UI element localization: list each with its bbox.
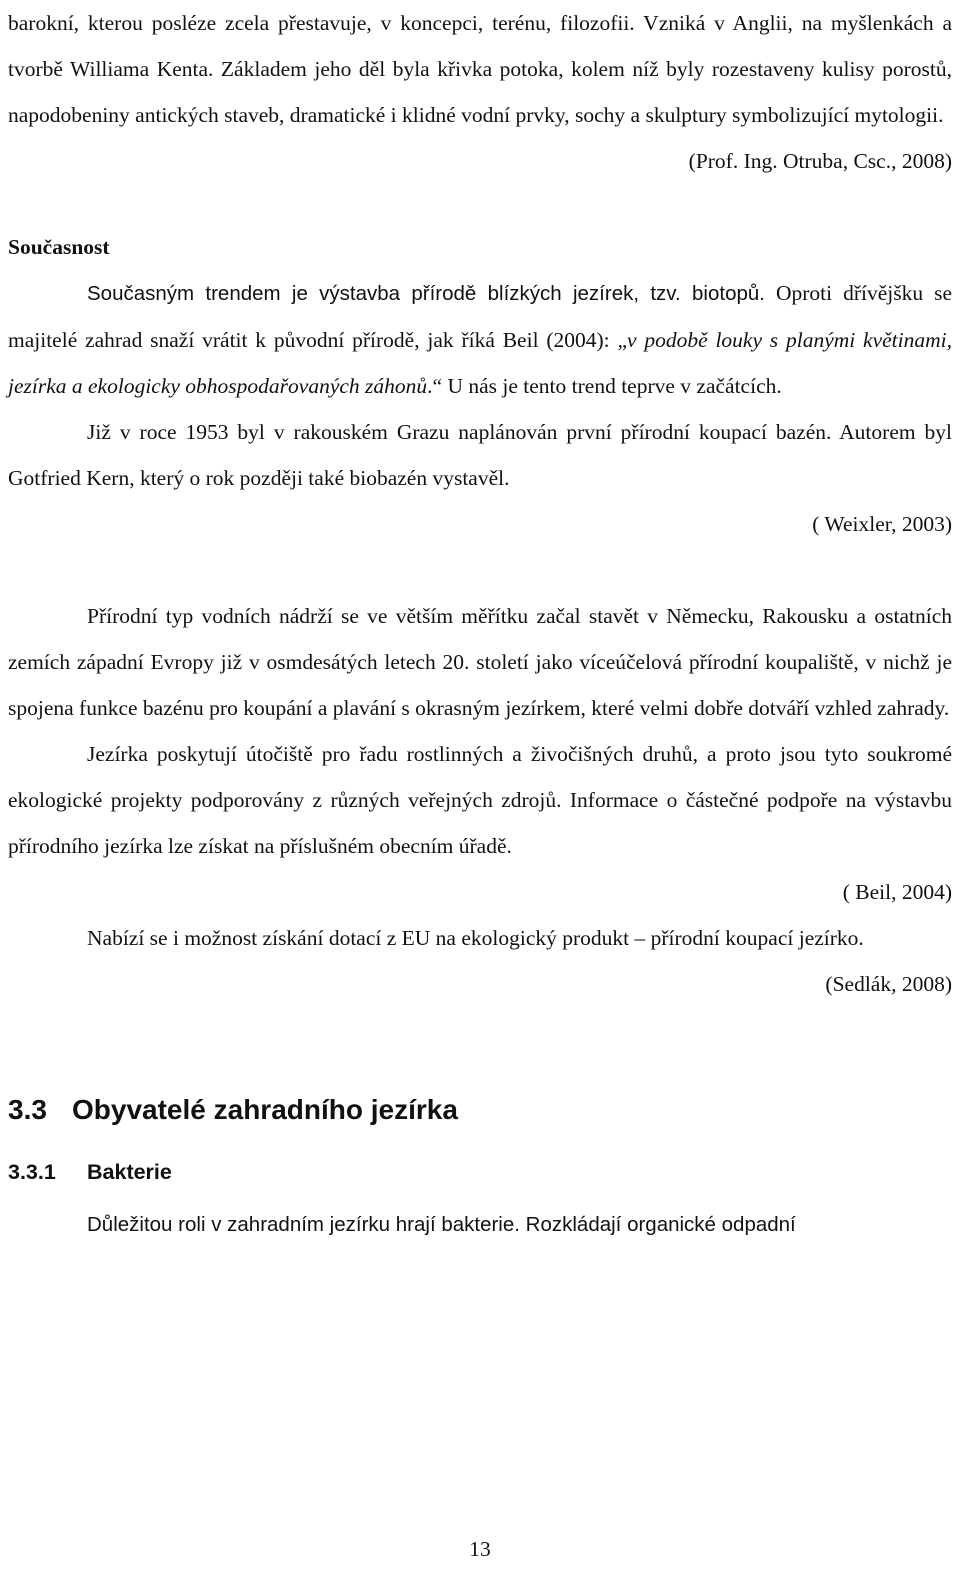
paragraph-graz: Již v roce 1953 byl v rakouském Grazu naplánován první přírodní koupací bazén. Autorem byl Gotfried Kern, který o rok později také biobazén vystavěl. <box>8 420 952 490</box>
section-title: Obyvatelé zahradního jezírka <box>72 1094 458 1125</box>
paragraph-biotopes-sans: Současným trendem je výstavba přírodě blízkých jezírek, tzv. biotopů. <box>87 282 765 305</box>
paragraph-bacteria <box>8 1201 952 1248</box>
citation-weixler: ( Weixler, 2003) <box>812 512 952 536</box>
paragraph-natural-type: Přírodní typ vodních nádrží se ve větším měřítku začal stavět v Německu, Rakousku a ostatních zemích západní Evropy již v osmdesátých letech 20. století jako víceúčelová přírodní koupaliště, v nichž je spojena funkce bazénu pro koupání a plavání s okrasným jezírkem, které velmi dobře dotváří vzhled zahrady. <box>8 604 952 720</box>
citation-sedlak: (Sedlák, 2008) <box>825 972 952 996</box>
citation-otruba: (Prof. Ing. Otruba, Csc., 2008) <box>688 149 952 173</box>
paragraph-biotopes <box>8 270 952 409</box>
paragraph-bacteria-text: Důležitou roli v zahradním jezírku hrají bakterie. Rozkládají organické odpadní <box>87 1213 796 1236</box>
subsection-number: 3.3.1 <box>8 1160 56 1184</box>
section-heading <box>8 1087 952 1133</box>
citation-beil: ( Beil, 2004) <box>842 880 952 904</box>
subsection-heading <box>8 1149 952 1195</box>
quote-beil: v podobě louky s planými květinami, jezírka a ekologicky obhospodařovaných záhonů <box>8 328 953 398</box>
heading-soucasnost: Současnost <box>8 235 110 259</box>
paragraph-biotopes-c: .“ U nás je tento trend teprve v začátcích. <box>427 374 782 398</box>
paragraph-baroque: barokní, kterou posléze zcela přestavuje, v koncepci, terénu, filozofii. Vzniká v Anglii, na myšlenkách a tvorbě Williama Kenta. Základem jeho děl byla křivka potoka, kolem níž byly rozestaveny kulisy porostů, napodobeniny antických staveb, dramatické i klidné vodní prvky, sochy a skulptury symbolizující mytologii. <box>8 11 952 127</box>
paragraph-biotopes-b: Oproti dřívějšku se majitelé zahrad snaží vrátit k původní přírodě, jak říká Beil (2004): „ <box>8 281 952 352</box>
subsection-title: Bakterie <box>87 1160 172 1184</box>
document-page <box>8 0 952 1248</box>
paragraph-shelter: Jezírka poskytují útočiště pro řadu rostlinných a živočišných druhů, a proto jsou tyto soukromé ekologické projekty podporovány z různých veřejných zdrojů. Informace o částečné podpoře na výstavbu přírodního jezírka lze získat na příslušném obecním úřadě. <box>8 742 952 858</box>
paragraph-eu-subsidy: Nabízí se i možnost získání dotací z EU na ekologický produkt – přírodní koupací jezírko. <box>87 926 864 950</box>
section-number: 3.3 <box>8 1094 47 1125</box>
page-number: 13 <box>469 1537 491 1561</box>
